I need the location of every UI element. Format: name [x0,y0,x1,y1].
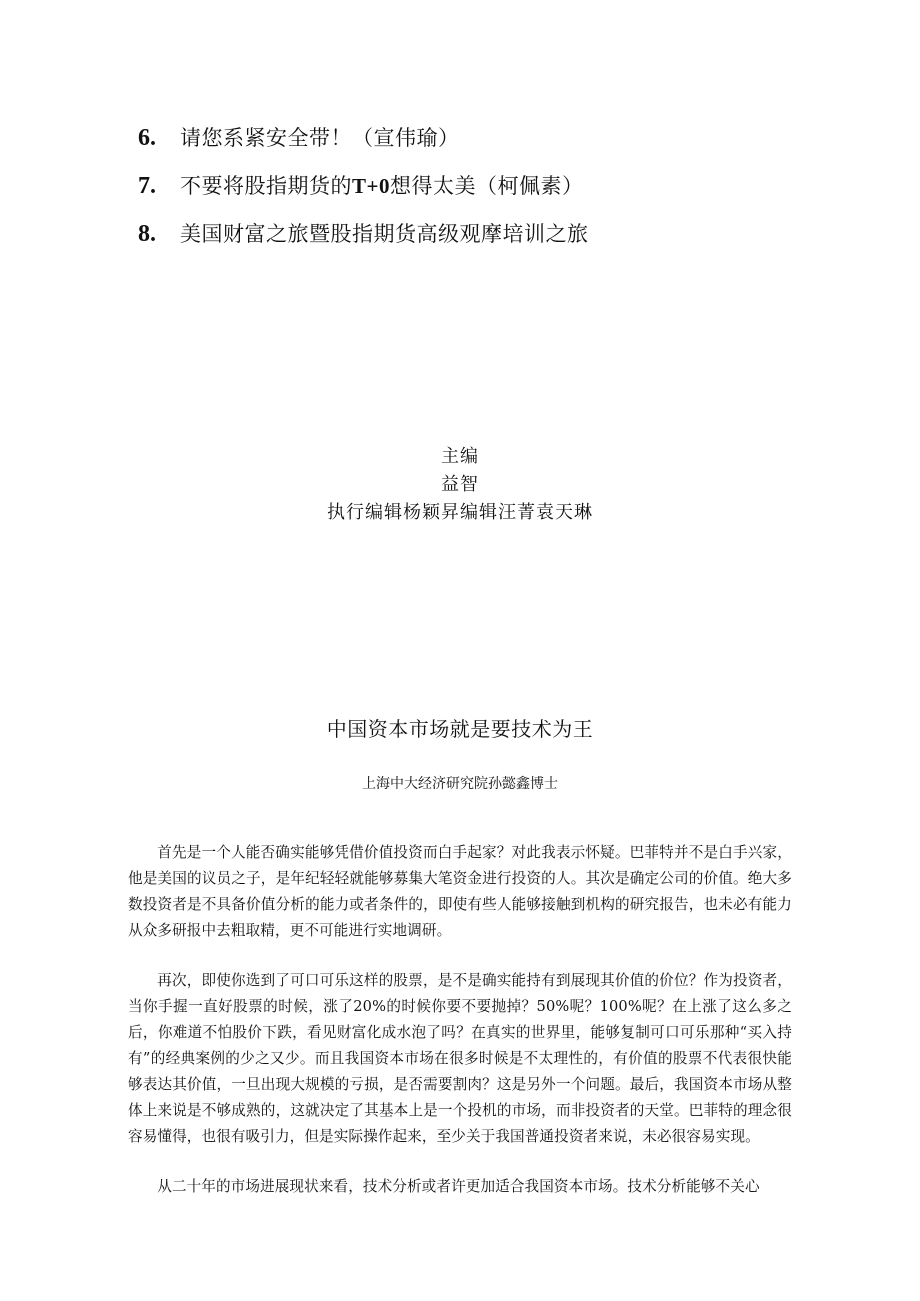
list-item-text-bold: T+0 [352,174,390,198]
credit-chief-editor-label: 主编 [441,446,479,467]
list-item-text-part: 想得太美（柯佩素） [389,174,584,198]
list-item [138,118,838,166]
paragraph: 首先是一个人能否确实能够凭借价值投资而白手起家？对此我表示怀疑。巴菲特并不是白手兴家，他是美国的议员之子，是年纪轻轻就能够募集大笔资金进行投资的人。其次是确定公司的价值。绝大多数投资者是不具备价值分析的能力或者条件的，即使有些人能够接触到机构的研究报告，也未必有能力从众多研报中去粗取精，更不可能进行实地调研。 [128,844,792,939]
list-item-text-part: 不要将股指期货的 [180,174,352,198]
list-item-number: 8. [138,221,156,247]
article-title: 中国资本市场就是要技术为王 [326,717,594,741]
list-item [138,214,838,262]
editorial-credits [0,443,920,527]
credit-editors-line: 执行编辑杨颖昇编辑汪菁袁天琳 [327,502,593,523]
credit-chief-editor-name: 益智 [441,474,479,495]
list-item-text: 请您系紧安全带！（宣伟瑜） [180,126,460,150]
paragraph: 从二十年的市场进展现状来看，技术分析或者许更加适合我国资本市场。技术分析能够不关心 [157,1178,760,1195]
list-item-number: 6. [138,125,156,151]
article-author: 上海中大经济研究院孙懿鑫博士 [362,776,558,792]
paragraph: 再次，即使你选到了可口可乐这样的股票，是不是确实能持有到展现其价值的价位？作为投资者，当你手握一直好股票的时候，涨了20%的时候你要不要抛掉？50%呢？100%呢？在上涨了这么多之后，你难道不怕股价下跌，看见财富化成水泡了吗？在真实的世界里，能够复制可口可乐那种“买入持有”的经典案例的少之又少。而且我国资本市场在很多时候是不太理性的，有价值的股票不代表很快能够表达其价值，一旦出现大规模的亏损，是否需要割肉？这是另外一个问题。最后，我国资本市场从整体上来说是不够成熟的，这就决定了其基本上是一个投机的市场，而非投资者的天堂。巴菲特的理念很容易懂得，也很有吸引力，但是实际操作起来，至少关于我国普通投资者来说，未必很容易实现。 [128,972,792,1145]
list-item-text: 美国财富之旅暨股指期货高级观摩培训之旅 [180,222,589,246]
list-item-text [180,166,583,206]
list-item-number: 7. [138,173,156,199]
numbered-list [138,118,838,262]
list-item [138,166,838,214]
article-body [128,840,792,1224]
